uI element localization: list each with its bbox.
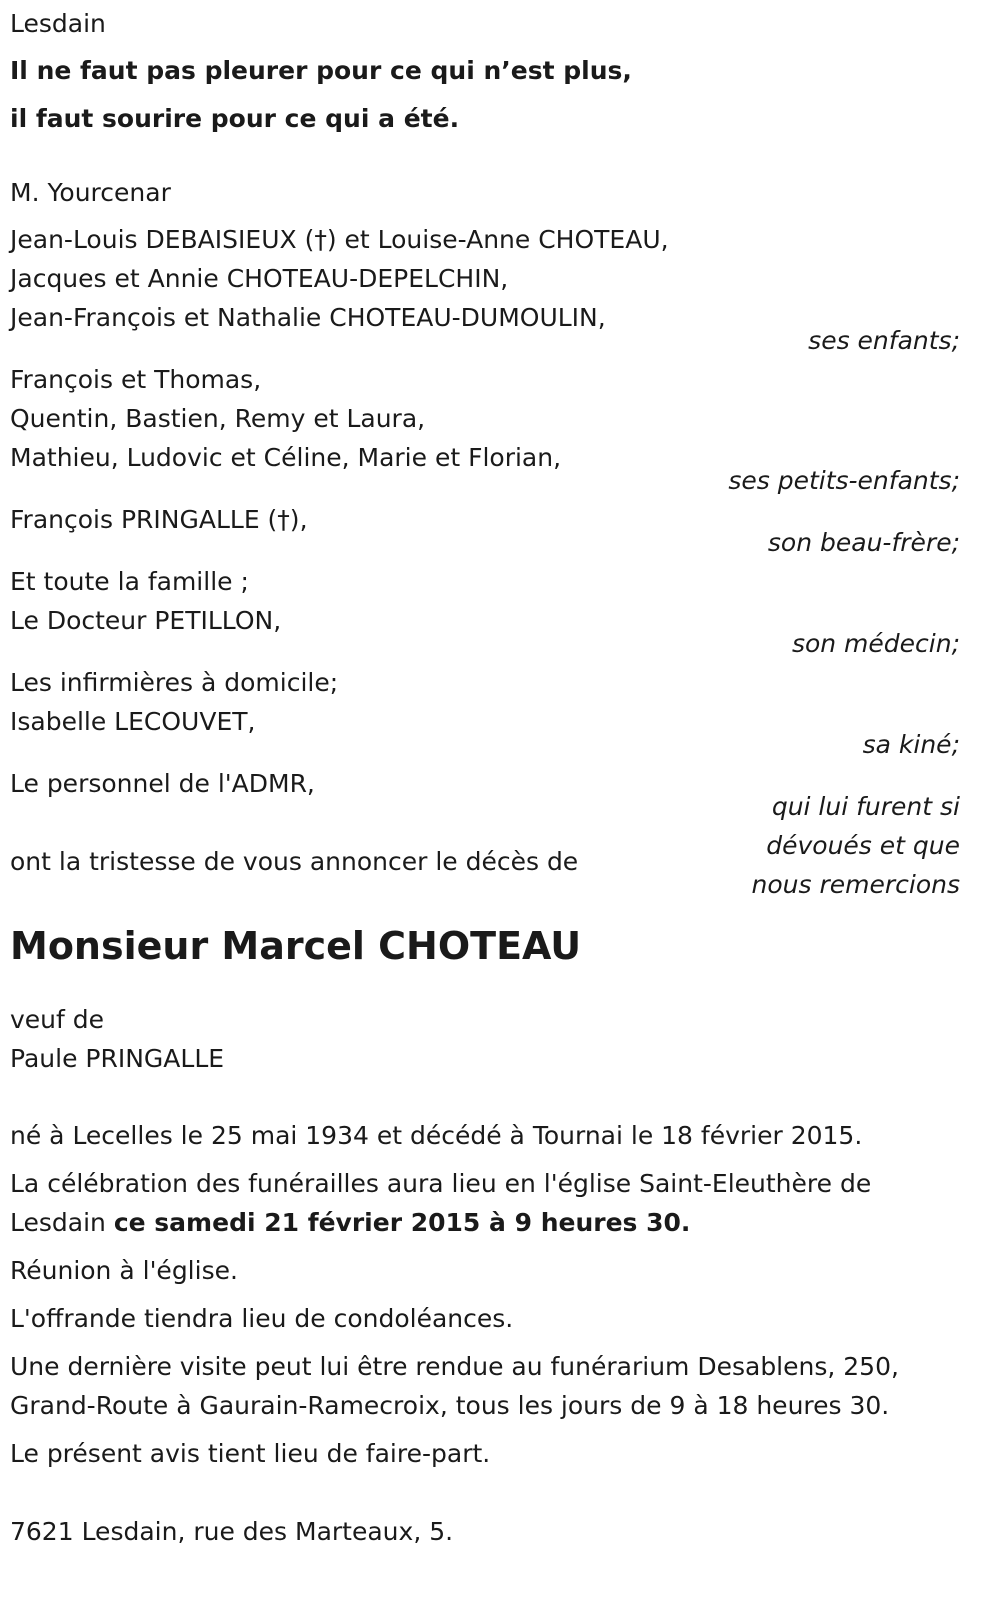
thanks-line-3: nous remercions [751,870,960,899]
staff: Le personnel de l'ADMR, [10,769,315,798]
thanks-note [752,787,960,904]
birth-death: né à Lecelles le 25 mai 1934 et décédé à Tournai le 18 février 2015. [10,1121,863,1150]
child-line-2: Jacques et Annie CHOTEAU-DEPELCHIN, [10,264,509,293]
children-role: ses enfants; [808,326,960,355]
brother-in-law: François PRINGALLE (†), [10,505,308,534]
visit [10,1347,960,1425]
brother-in-law-block [10,500,960,562]
nurses: Les infirmières à domicile; [10,668,339,697]
quote-line-1: Il ne faut pas pleurer pour ce qui n’est plus, [10,56,632,85]
child-line-3: Jean-François et Nathalie CHOTEAU-DUMOULIN, [10,303,606,332]
location-heading: Lesdain [10,9,106,38]
grandchild-line-1: François et Thomas, [10,365,262,394]
doctor-role: son médecin; [791,629,960,658]
grandchild-line-2: Quentin, Bastien, Remy et Laura, [10,404,426,433]
brother-in-law-role: son beau-frère; [767,528,960,557]
obituary-notice [10,4,960,1551]
children-block [10,220,960,360]
ceremony-line-2 [10,1203,960,1242]
nurses-physio-block [10,663,960,764]
offering: L'offrande tiendra lieu de condoléances. [10,1304,514,1333]
doctor: Le Docteur PETILLON, [10,606,282,635]
announcement: ont la tristesse de vous annoncer le décès de [10,847,579,876]
family-line: Et toute la famille ; [10,567,249,596]
address: 7621 Lesdain, rue des Marteaux, 5. [10,1517,454,1546]
ceremony-datetime: ce samedi 21 février 2015 à 9 heures 30. [113,1208,691,1237]
grandchildren-role: ses petits-enfants; [728,466,960,495]
visit-line-2: Grand-Route à Gaurain-Ramecroix, tous les jours de 9 à 18 heures 30. [10,1391,890,1420]
physio: Isabelle LECOUVET, [10,707,256,736]
ceremony-place: Lesdain [10,1208,114,1237]
grandchild-line-3: Mathieu, Ludovic et Céline, Marie et Florian, [10,443,562,472]
child-line-1: Jean-Louis DEBAISIEUX (†) et Louise-Anne CHOTEAU, [10,225,669,254]
ceremony [10,1164,960,1242]
deceased-name: Monsieur Marcel CHOTEAU [10,924,582,968]
thanks-line-2: dévoués et que [766,831,960,860]
grandchildren-block [10,360,960,500]
family-intro: M. Yourcenar [10,178,171,207]
family-doctor-block [10,562,960,663]
spouse-name: Paule PRINGALLE [10,1044,225,1073]
thanks-line-1: qui lui furent si [771,792,960,821]
widower-of-label: veuf de [10,1005,105,1034]
ceremony-line-1: La célébration des funérailles aura lieu en l'église Saint-Eleuthère de [10,1169,872,1198]
visit-line-1: Une dernière visite peut lui être rendue au funérarium Desablens, 250, [10,1352,899,1381]
quote-line-2: il faut sourire pour ce qui a été. [10,104,460,133]
staff-block [10,764,960,922]
meeting: Réunion à l'église. [10,1256,238,1285]
notice: Le présent avis tient lieu de faire-part. [10,1439,491,1468]
physio-role: sa kiné; [862,730,960,759]
quote [10,47,960,143]
